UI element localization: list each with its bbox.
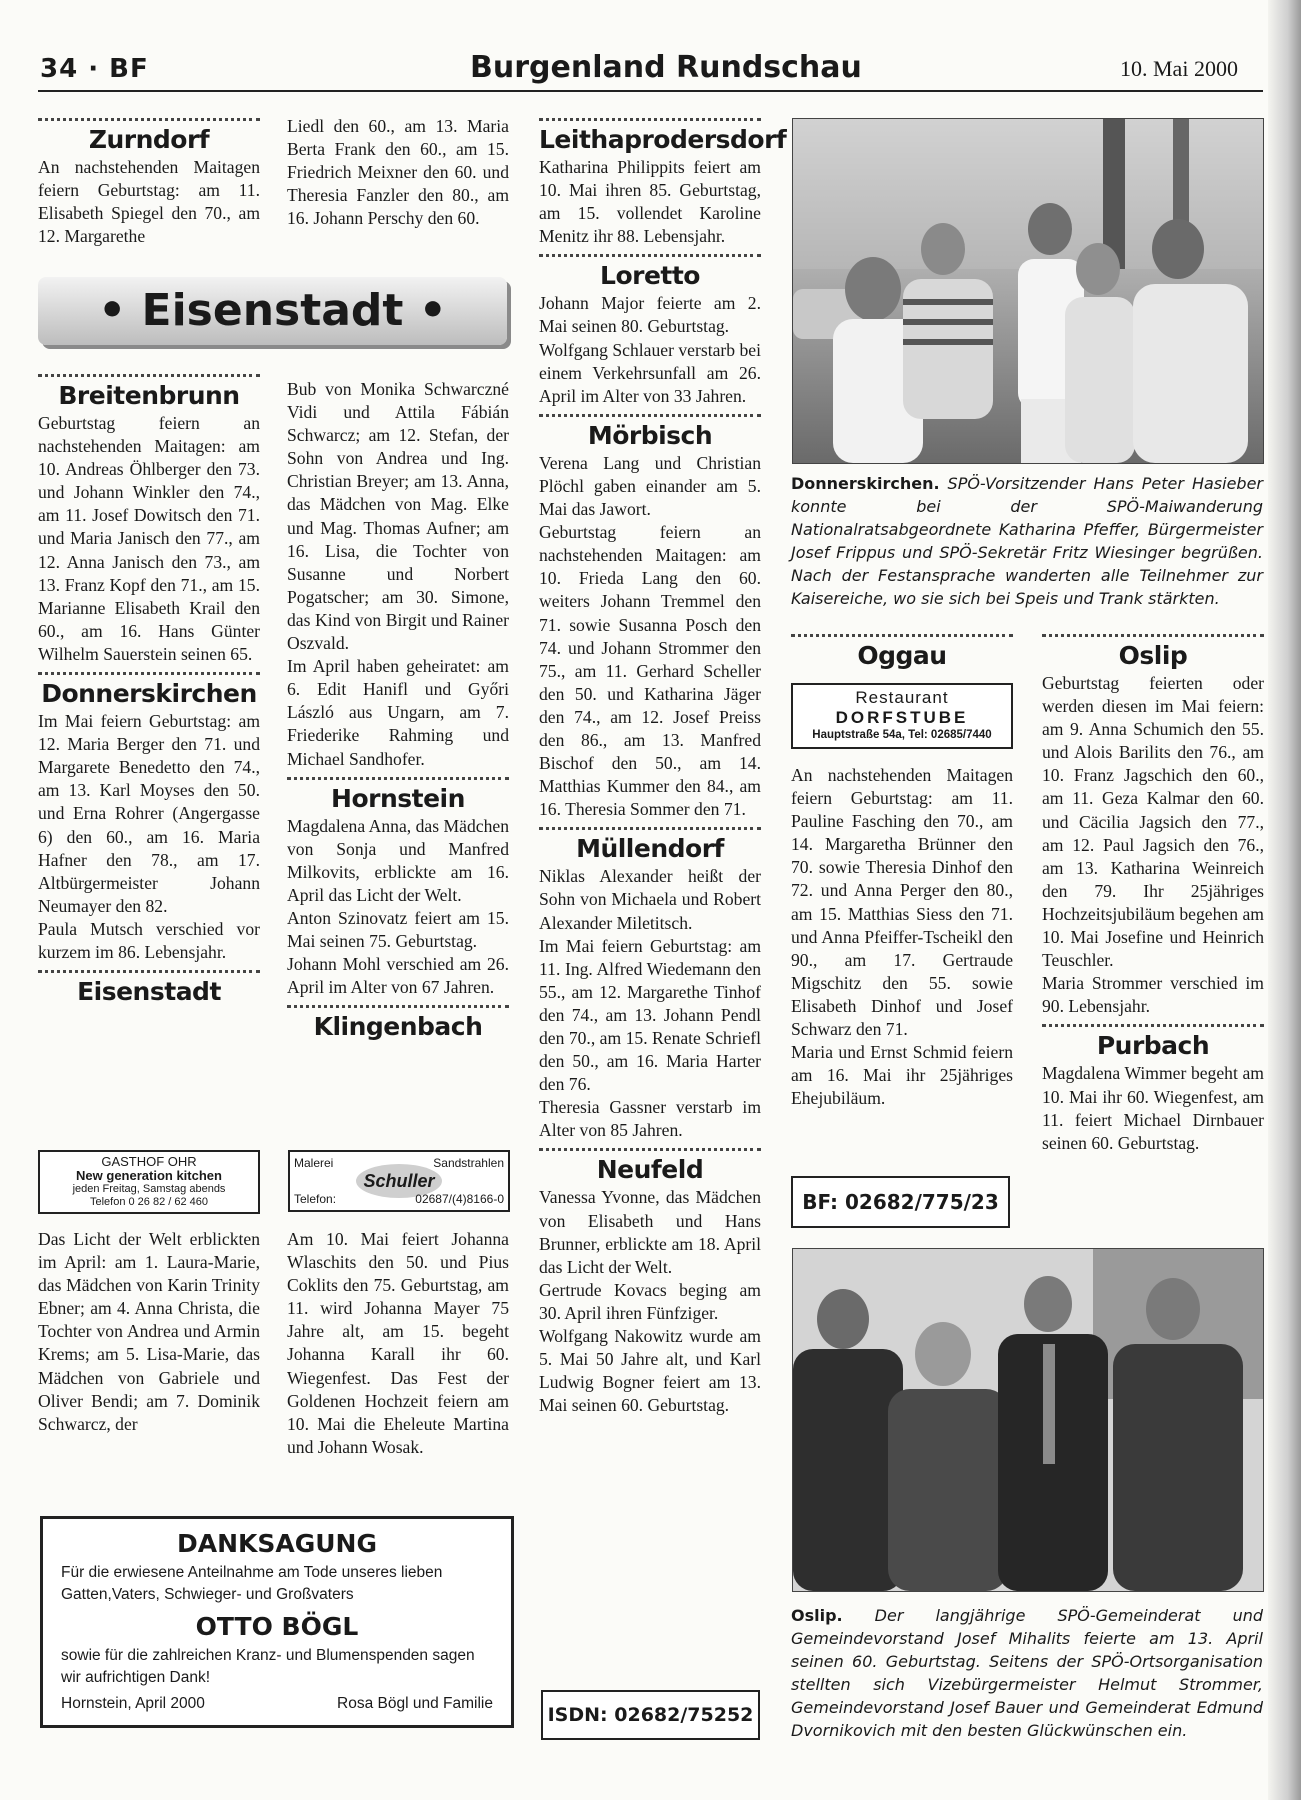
- town-heading: Oggau: [857, 641, 947, 670]
- dotted-divider: [539, 827, 761, 830]
- caption-text: Der langjährige SPÖ-Gemeinderat und Gemeindevorstand Josef Mihalits feierte am 13. April seinen 60. Geburtstag. Seitens der SPÖ-Ortsorganisation stellten sich Vizebürgermeister Helmut Strommer, Gemeindevorstand Josef Bauer und Gemeinderat Edmund Dvornikovich mit den besten Glückwünschen ein.: [791, 1606, 1264, 1740]
- group-photo-image: [793, 1249, 1263, 1591]
- ad-text: Telefon 0 26 82 / 62 460: [89, 1196, 209, 1208]
- dotted-divider: [38, 374, 260, 377]
- newspaper-title: Burgenland Rundschau: [470, 50, 862, 85]
- photo-caption-donnerskirchen: [791, 472, 1263, 610]
- ad-schuller: [288, 1150, 510, 1212]
- dotted-divider: [539, 118, 761, 121]
- ad-text: Malerei: [294, 1156, 334, 1170]
- town-heading: Eisenstadt: [77, 977, 221, 1007]
- ad-text: Restaurant: [855, 688, 949, 707]
- photo-caption-oslip: [791, 1604, 1263, 1742]
- ad-text: Sandstrahlen: [433, 1156, 504, 1170]
- page-edge-shadow: [1268, 0, 1301, 1800]
- ad-text: GASTHOF OHR: [101, 1154, 197, 1169]
- article-text: Theresia Gassner verstarb im Alter von 85 Jahren.: [539, 1097, 761, 1141]
- article-text: Katharina Philippits feiert am 10. Mai ihren 85. Geburtstag, am 15. vollendet Karoline Menitz ihr 88. Lebensjahr.: [539, 157, 761, 247]
- article-text: Am 10. Mai feiert Johanna Wlaschits den 50. und Pius Coklits den 75. Geburtstag, am 11. wird Johanna Mayer 75 Jahre alt, am 15. begeht Johanna Karall ihr 60. Wiegenfest. Das Fest der Goldenen Hochzeit feiern am 10. Mai die Eheleute Martina und Johann Wosak.: [287, 1229, 509, 1457]
- article-text: Geburtstag feierten oder werden diesen im Mai feiern: am 9. Anna Schumich den 55. und Alois Barilits den 76., am 10. Franz Jagschich den 60., am 11. Geza Kalmar den 60. und Cäcilia Jagsich den 77., am 12. Paul Jagsich den 76., am 13. Katharina Weinreich den 79. Ihr 25jähriges Hochzeitsjubiläum begehen am 10. Mai Josefine und Heinrich Teuschler.: [1042, 673, 1264, 971]
- dotted-divider: [287, 1005, 509, 1008]
- town-heading: Klingenbach: [313, 1012, 483, 1042]
- section-klingenbach-text: [287, 1228, 509, 1459]
- town-heading: Zurndorf: [88, 125, 210, 154]
- notice-text: Für die erwiesene Anteilnahme am Tode unseres lieben Gatten,Vaters, Schwieger- und Großvaters: [61, 1564, 443, 1603]
- article-text: Maria Strommer verschied im 90. Lebensjahr.: [1042, 973, 1264, 1017]
- notice-signature: Rosa Bögl und Familie: [337, 1695, 493, 1712]
- town-heading: Müllendorf: [576, 834, 724, 864]
- ad-text: jeden Freitag, Samstag abends: [72, 1183, 226, 1195]
- column-3: [539, 112, 787, 1417]
- town-heading: Neufeld: [596, 1155, 704, 1185]
- section-oggau-text: [791, 764, 1013, 1110]
- town-heading: Oslip: [1118, 641, 1188, 670]
- article-text: Das Licht der Welt erblickten im April: am 1. Laura-Marie, das Mädchen von Karin Trinity Ebner; am 4. Anna Christa, die Tochter von Andrea und Armin Krems; am 5. Lisa-Marie, das Mädchen von Gabriele und Oliver Bendi; am 7. Dominik Schwarcz, der: [38, 1229, 260, 1434]
- town-heading: Donnerskirchen: [41, 679, 257, 709]
- article-text: Magdalena Anna, das Mädchen von Sonja und Manfred Milkovits, erblickte am 16. April das Licht der Welt.: [287, 815, 509, 905]
- ad-text: DORFSTUBE: [835, 708, 969, 727]
- article-text: An nachstehenden Maitagen feiern Geburtstag: am 11. Pauline Fasching den 70., am 14. Margaretha Brünner den 70. sowie Theresia Dinhof den 72. und Anna Perger den 80., am 15. Matthias Siess den 71. und Anna Pfeiffer-Tscheikl den 90., am 17. Gertraude Migschitz den 55. sowie Elisabeth Dinhof und Josef Schwarz den 71.: [791, 765, 1013, 1040]
- article-text: Gertrude Kovacs beging am 30. April ihren Fünfziger.: [539, 1279, 761, 1323]
- notice-title: DANKSAGUNG: [176, 1529, 377, 1558]
- ad-text: New generation kitchen: [76, 1168, 222, 1183]
- isdn-box: ISDN: 02682/75252: [541, 1690, 760, 1740]
- section-zurndorf-continued: [287, 115, 509, 230]
- town-heading: Hornstein: [331, 783, 465, 813]
- ad-text: Telefon:: [294, 1192, 337, 1206]
- notice-text: sowie für die zahlreichen Kranz- und Blumenspenden sagen wir aufrichtigen Dank!: [61, 1647, 475, 1686]
- section-oggau: [791, 628, 1013, 672]
- town-heading: Purbach: [1096, 1031, 1210, 1061]
- article-text: Im April haben geheiratet: am 6. Edit Hanifl und Győri László aus Ungarn, am 7. Friederike Rahming und Michael Sandhofer.: [287, 656, 509, 769]
- dotted-divider: [287, 777, 509, 780]
- article-text: Geburtstag feiern an nachstehenden Maitagen: am 10. Andreas Öhlberger den 73. und Johann Winkler den 74., am 11. Josef Dowitsch den 71. und Maria Janisch den 77., am 12. Anna Janisch den 73., am 13. Franz Kopf den 71., am 15. Marianne Elisabeth Krail den 60., am 16. Hans Günter Wilhelm Sauerstein seinen 65.: [38, 413, 260, 664]
- article-text: Geburtstag feiern an nachstehenden Maitagen: am 10. Frieda Lang den 60. weiters Johann Tremmel den 71. sowie Susanna Posch den 74. und Johann Strommer den 75., am 11. Gerhard Scheller den 50. und Katharina Jäger den 74., am 12. Josef Preiss den 86., am 13. Manfred Bischof den 50., am 14. Matthias Kummer den 84., am 16. Theresia Sommer den 71.: [539, 522, 761, 820]
- dotted-divider: [539, 414, 761, 417]
- article-text: Liedl den 60., am 13. Maria Berta Frank den 60., am 15. Friedrich Meixner den 60. und Theresia Fanzler den 80., am 16. Johann Perschy den 60.: [287, 116, 509, 229]
- article-text: Bub von Monika Schwarczné Vidi und Attila Fábián Schwarcz; am 12. Stefan, der Sohn von Andrea und Ing. Christian Breyer; am 13. Anna, das Mädchen von Mag. Elke und Mag. Thomas Aufner; am 16. Lisa, die Tochter von Susanne und Norbert Pogatscher; am 30. Simone, das Kind von Birgit und Rainer Oszvald.: [287, 379, 509, 654]
- article-text: Johann Major feierte am 2. Mai seinen 80. Geburtstag.: [539, 293, 761, 337]
- danksagung-notice: [40, 1516, 514, 1728]
- article-text: Im Mai feiern Geburtstag: am 12. Maria Berger den 71. und Margarete Benedetto den 74., am 13. Karl Moyses den 50. und Erna Rohrer (Angergasse 6) den 60., am 16. Maria Hafner den 78., am 17. Altbürgermeister Johann Neumayer den 82.: [38, 711, 260, 916]
- group-photo-image: [793, 119, 1263, 463]
- page-number: 34 · BF: [40, 54, 149, 84]
- article-text: Niklas Alexander heißt der Sohn von Michaela und Robert Alexander Miletitsch.: [539, 866, 761, 933]
- issue-date: 10. Mai 2000: [1120, 56, 1238, 81]
- caption-lead: Donnerskirchen.: [791, 474, 940, 493]
- dotted-divider: [1042, 634, 1264, 637]
- article-text: Wolfgang Schlauer verstarb bei einem Verkehrsunfall am 26. April im Alter von 33 Jahren.: [539, 339, 761, 406]
- article-text: Magdalena Wimmer begeht am 10. Mai ihr 60. Wiegenfest, am 11. feiert Michael Dirnbauer seinen 60. Geburtstag.: [1042, 1063, 1264, 1153]
- article-text: Wolfgang Nakowitz wurde am 5. Mai 50 Jahre alt, und Karl Ludwig Bogner feiert am 13. Mai seinen 60. Geburtstag.: [539, 1326, 761, 1416]
- ad-gasthof-ohr: [38, 1150, 260, 1214]
- town-heading: Leithaprodersdorf: [539, 125, 787, 154]
- article-text: Maria und Ernst Schmid feiern am 16. Mai ihr 25jähriges Ehejubiläum.: [791, 1042, 1013, 1109]
- ad-dorfstube: [791, 683, 1013, 749]
- article-text: Johann Mohl verschied am 26. April im Alter von 67 Jahren.: [287, 954, 509, 998]
- ad-text: Hauptstraße 54a, Tel: 02685/7440: [812, 729, 992, 741]
- dotted-divider: [38, 672, 260, 675]
- article-text: Vanessa Yvonne, das Mädchen von Elisabeth und Hans Brunner, erblickte am 18. April das Licht der Welt.: [539, 1187, 761, 1277]
- article-text: Anton Szinovatz feiert am 15. Mai seinen 75. Geburtstag.: [287, 907, 509, 952]
- column-1: [38, 368, 260, 1008]
- town-heading: Loretto: [600, 261, 700, 291]
- dotted-divider: [539, 1148, 761, 1151]
- dotted-divider: [38, 118, 260, 121]
- region-banner: • Eisenstadt •: [38, 277, 507, 345]
- notice-name: OTTO BÖGL: [195, 1612, 359, 1641]
- town-heading: Breitenbrunn: [58, 381, 240, 410]
- caption-lead: Oslip.: [791, 1606, 843, 1625]
- section-eisenstadt-text: [38, 1228, 260, 1436]
- schuller-logo: Schuller: [356, 1164, 442, 1198]
- bf-phone-box: BF: 02682/775/23: [791, 1176, 1010, 1228]
- ad-text: 02687/(4)8166-0: [415, 1192, 504, 1206]
- photo-oslip: [792, 1248, 1264, 1592]
- article-text: An nachstehenden Maitagen feiern Geburtstag: am 11. Elisabeth Spiegel den 70., am 12. Margarethe: [38, 157, 260, 247]
- article-text: Im Mai feiern Geburtstag: am 11. Ing. Alfred Wiedemann den 55., am 12. Margarethe Tinhof den 74., am 13. Johann Pendl den 70., am 15. Renate Schriefl den 50., am 16. Maria Harter den 76.: [539, 935, 761, 1095]
- header-rule: [38, 90, 1263, 92]
- column-2: [287, 378, 509, 1043]
- column-5: [1042, 628, 1264, 1155]
- notice-place: Hornstein, April 2000: [61, 1695, 205, 1712]
- caption-text: SPÖ-Vorsitzender Hans Peter Hasieber konnte bei der SPÖ-Maiwanderung Nationalratsabgeordnete Katharina Pfeffer, Bürgermeister Josef Frippus und SPÖ-Sekretär Fritz Wiesinger begrüßen. Nach der Festansprache wanderten alle Teilnehmer zur Kaisereiche, wo sie sich bei Speis und Trank stärkten.: [791, 474, 1263, 608]
- article-text: Paula Mutsch verschied vor kurzem im 86. Lebensjahr.: [38, 918, 260, 962]
- dotted-divider: [1042, 1024, 1264, 1027]
- dotted-divider: [539, 254, 761, 257]
- photo-donnerskirchen: [792, 118, 1264, 464]
- town-heading: Mörbisch: [587, 420, 713, 450]
- section-zurndorf: [38, 112, 260, 248]
- dotted-divider: [791, 634, 1013, 637]
- dotted-divider: [38, 970, 260, 973]
- article-text: Verena Lang und Christian Plöchl gaben einander am 5. Mai das Jawort.: [539, 452, 761, 520]
